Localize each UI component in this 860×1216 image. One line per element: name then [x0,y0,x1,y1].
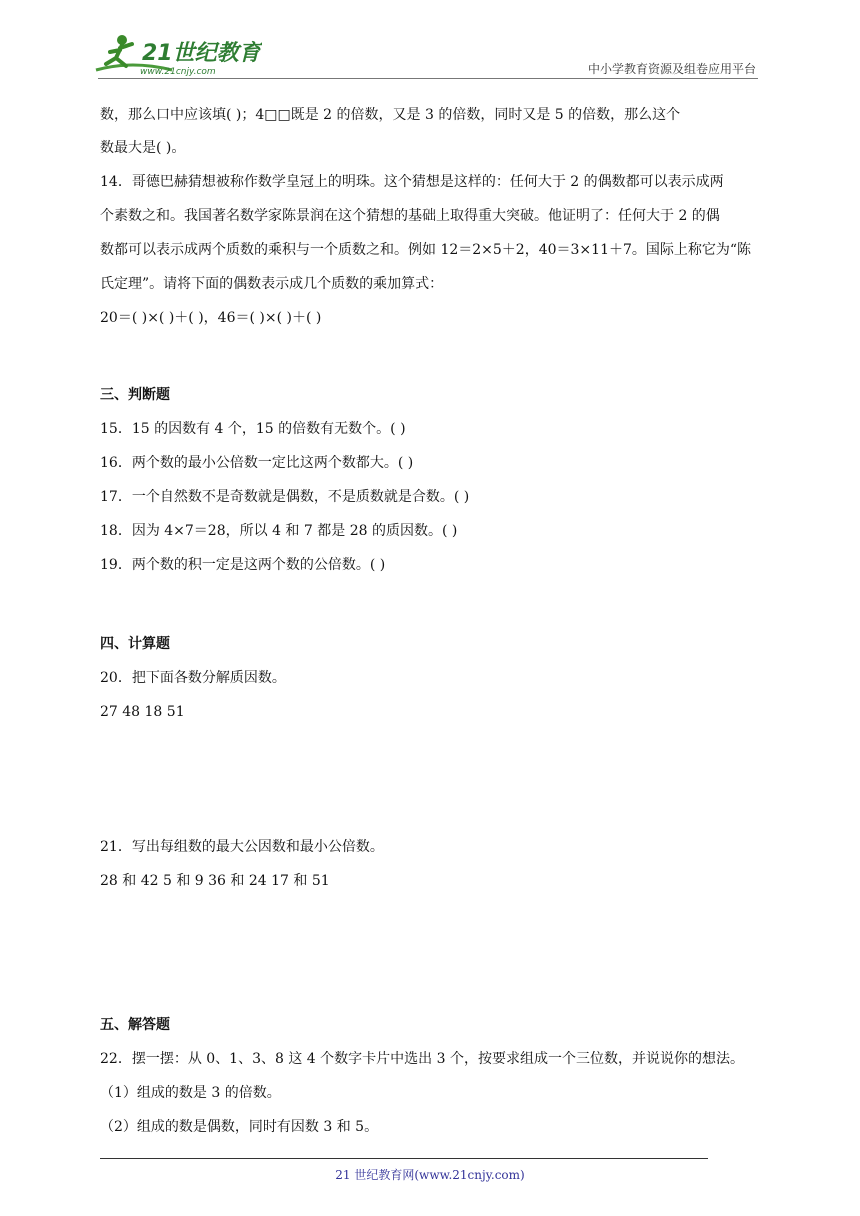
question-17: 17．一个自然数不是奇数就是偶数，不是质数就是合数。( ) [100,489,470,505]
text-line: 20＝( )×( )＋( )，46＝( )×( )＋( ) [100,310,322,326]
logo-icon [92,30,262,78]
section-heading-calc: 四、计算题 [100,636,170,652]
question-14: 14．哥德巴赫猜想被称作数学皇冠上的明珠。这个猜想是这样的：任何大于 2 的偶数都可以表示成两 [100,174,724,190]
page-header [0,0,860,80]
question-22: 22．摆一摆：从 0、1、3、8 这 4 个数字卡片中选出 3 个，按要求组成一个三位数，并说说你的想法。 [100,1051,744,1067]
logo-text: 21世纪教育 [142,41,261,66]
header-divider [98,78,758,79]
question-16: 16．两个数的最小公倍数一定比这两个数都大。( ) [100,455,414,471]
question-15: 15．15 的因数有 4 个，15 的倍数有无数个。( ) [100,421,406,437]
text-line: 数最大是( )。 [100,140,186,156]
sub-question: （2）组成的数是偶数，同时有因数 3 和 5。 [100,1119,379,1135]
text-line: 数，那么口中应该填( )；4□□既是 2 的倍数，又是 3 的倍数，同时又是 5 的倍数，那么这个 [100,107,681,123]
text-line: 28 和 42 5 和 9 36 和 24 17 和 51 [100,873,330,889]
text-line: 个素数之和。我国著名数学家陈景润在这个猜想的基础上取得重大突破。他证明了：任何大于 2 的偶 [100,208,720,224]
text-line: 数都可以表示成两个质数的乘积与一个质数之和。例如 12＝2×5＋2，40＝3×11＋7。国际上称它为“陈 [100,242,752,258]
logo-url: www.21cnjy.com [140,67,216,77]
text-line: 27 48 18 51 [100,704,185,720]
question-19: 19．两个数的积一定是这两个数的公倍数。( ) [100,557,386,573]
footer-divider [100,1158,708,1159]
question-18: 18．因为 4×7＝28，所以 4 和 7 都是 28 的质因数。( ) [100,523,458,539]
platform-label: 中小学教育资源及组卷应用平台 [587,62,756,76]
page-footer: 21 世纪教育网(www.21cnjy.com) [335,1168,525,1182]
section-heading-judgment: 三、判断题 [100,387,170,403]
question-20: 20．把下面各数分解质因数。 [100,670,286,686]
question-21: 21．写出每组数的最大公因数和最小公倍数。 [100,839,384,855]
sub-question: （1）组成的数是 3 的倍数。 [100,1085,281,1101]
text-line: 氏定理”。请将下面的偶数表示成几个质数的乘加算式： [100,276,444,292]
section-heading-solve: 五、解答题 [100,1017,170,1033]
